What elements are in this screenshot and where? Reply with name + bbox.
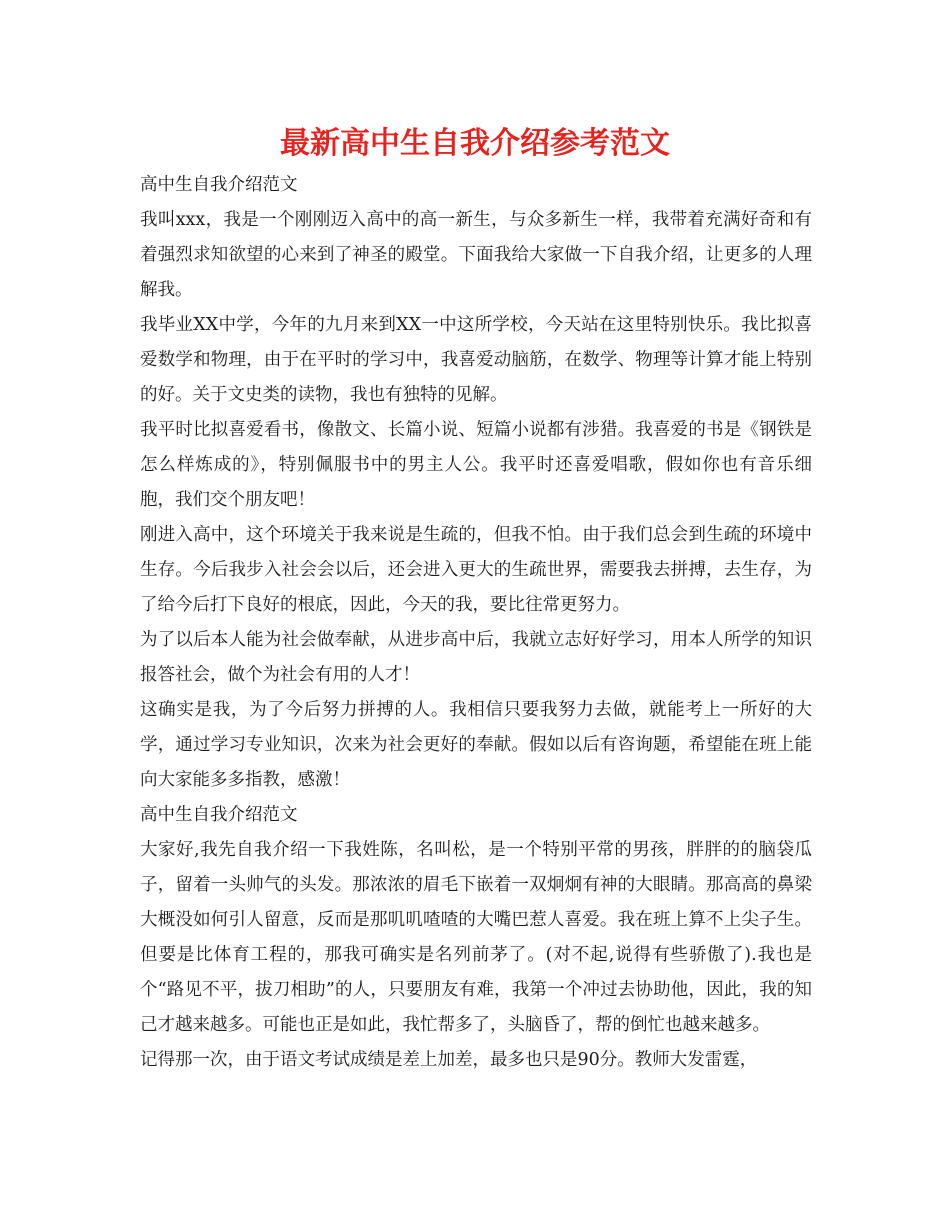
paragraph: 我叫xxx，我是一个刚刚迈入高中的高一新生，与众多新生一样，我带着充满好奇和有着强烈求知欲望的心来到了神圣的殿堂。下面我给大家做一下自我介绍，让更多的人理解我。 <box>140 210 812 300</box>
document-body <box>140 168 812 1078</box>
paragraph: 记得那一次，由于语文考试成绩是差上加差，最多也只是90分。教师大发雷霆， <box>140 1050 758 1070</box>
paragraph: 为了以后本人能为社会做奉献，从进步高中后，我就立志好好学习，用本人所学的知识报答社会，做个为社会有用的人才！ <box>140 630 812 685</box>
paragraph: 刚进入高中，这个环境关于我来说是生疏的，但我不怕。由于我们总会到生疏的环境中生存。今后我步入社会会以后，还会进入更大的生疏世界，需要我去拼搏，去生存，为了给今后打下良好的根底，因此，今天的我，要比往常更努力。 <box>140 525 812 615</box>
section-heading: 高中生自我介绍范文 <box>140 805 298 825</box>
paragraph: 这确实是我，为了今后努力拼搏的人。我相信只要我努力去做，就能考上一所好的大学，通过学习专业知识，次来为社会更好的奉献。假如以后有咨询题，希望能在班上能向大家能多多指教，感激！ <box>140 700 812 790</box>
document-title: 最新高中生自我介绍参考范文 <box>280 126 670 161</box>
paragraph: 大家好,我先自我介绍一下我姓陈，名叫松，是一个特别平常的男孩，胖胖的的脑袋瓜子，留着一头帅气的头发。那浓浓的眉毛下嵌着一双炯炯有神的大眼睛。那高高的鼻梁大概没如何引人留意，反而是那叽叽喳喳的大嘴巴惹人喜爱。我在班上算不上尖子生。但要是比体育工程的，那我可确实是名列前茅了。(对不起,说得有些骄傲了).我也是个“路见不平，拔刀相助”的人，只要朋友有难，我第一个冲过去协助他，因此，我的知己才越来越多。可能也正是如此，我忙帮多了，头脑昏了，帮的倒忙也越来越多。 <box>140 840 812 1035</box>
paragraph: 我毕业XX中学，今年的九月来到XX一中这所学校，今天站在这里特别快乐。我比拟喜爱数学和物理，由于在平时的学习中，我喜爱动脑筋，在数学、物理等计算才能上特别的好。关于文史类的读物，我也有独特的见解。 <box>140 315 812 405</box>
section-heading: 高中生自我介绍范文 <box>140 175 298 195</box>
paragraph: 我平时比拟喜爱看书，像散文、长篇小说、短篇小说都有涉猎。我喜爱的书是《钢铁是怎么样炼成的》，特别佩服书中的男主人公。我平时还喜爱唱歌，假如你也有音乐细胞，我们交个朋友吧！ <box>140 420 812 510</box>
